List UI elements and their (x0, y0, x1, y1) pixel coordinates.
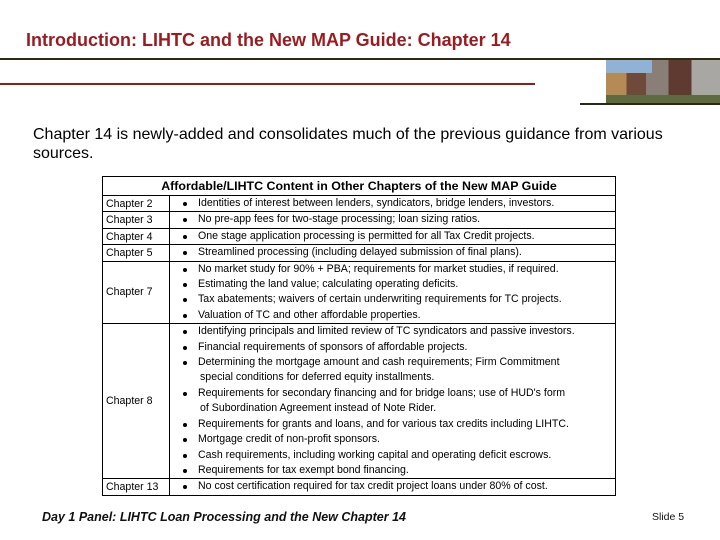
chapter-items (170, 245, 616, 261)
chapter-label: Chapter 5 (103, 245, 170, 261)
table-row (103, 228, 616, 244)
chapter-label: Chapter 2 (103, 196, 170, 212)
list-item: Valuation of TC and other affordable properties. (180, 308, 612, 323)
list-item: No cost certification required for tax credit project loans under 80% of cost. (180, 479, 612, 494)
table-row (103, 245, 616, 261)
slide-title: Introduction: LIHTC and the New MAP Guide: Chapter 14 (26, 30, 511, 50)
chapter-items (170, 196, 616, 212)
slide-number: Slide 5 (652, 511, 685, 523)
chapter-items (170, 324, 616, 479)
table-row (103, 196, 616, 212)
table-row (103, 212, 616, 228)
chapters-table (102, 176, 616, 496)
list-item: Determining the mortgage amount and cash requirements; Firm Commitment (180, 355, 612, 370)
table-header: Affordable/LIHTC Content in Other Chapters of the New MAP Guide (103, 177, 616, 196)
list-item: Requirements for secondary financing and for bridge loans; use of HUD's form (180, 386, 612, 401)
list-item: No pre-app fees for two-stage processing; loan sizing ratios. (180, 212, 612, 227)
list-item: Requirements for grants and loans, and for various tax credits including LIHTC. (180, 417, 612, 432)
chapter-items (170, 228, 616, 244)
chapter-label: Chapter 4 (103, 228, 170, 244)
chapter-label: Chapter 3 (103, 212, 170, 228)
table-row (103, 324, 616, 479)
list-item: Estimating the land value; calculating operating deficits. (180, 277, 612, 292)
chapter-items (170, 212, 616, 228)
list-item: of Subordination Agreement instead of Note Rider. (200, 402, 437, 415)
chapter-items (170, 261, 616, 324)
apartment-building-photo (606, 60, 720, 103)
list-item: Streamlined processing (including delayed submission of final plans). (180, 245, 612, 260)
list-item: Cash requirements, including working capital and operating deficit escrows. (180, 448, 612, 463)
list-item: special conditions for deferred equity installments. (200, 371, 435, 384)
list-item: Financial requirements of sponsors of affordable projects. (180, 340, 612, 355)
list-item: Requirements for tax exempt bond financing. (180, 463, 612, 478)
chapter-label: Chapter 7 (103, 261, 170, 324)
intro-text: Chapter 14 is newly-added and consolidates much of the previous guidance from various sources. (33, 126, 663, 162)
list-item: Tax abatements; waivers of certain underwriting requirements for TC projects. (180, 292, 612, 307)
table-row (103, 261, 616, 324)
chapter-items (170, 479, 616, 495)
divider-line (580, 103, 720, 105)
list-item: Mortgage credit of non-profit sponsors. (180, 432, 612, 447)
list-item: Identifying principals and limited review of TC syndicators and passive investors. (180, 324, 612, 339)
chapter-label: Chapter 8 (103, 324, 170, 479)
footer-text: Day 1 Panel: LIHTC Loan Processing and the New Chapter 14 (42, 510, 406, 524)
divider-line (0, 83, 535, 85)
list-item: One stage application processing is permitted for all Tax Credit projects. (180, 229, 612, 244)
list-item: Identities of interest between lenders, syndicators, bridge lenders, investors. (180, 196, 612, 211)
list-item: No market study for 90% + PBA; requirements for market studies, if required. (180, 262, 612, 277)
chapter-label: Chapter 13 (103, 479, 170, 495)
table-row (103, 479, 616, 495)
